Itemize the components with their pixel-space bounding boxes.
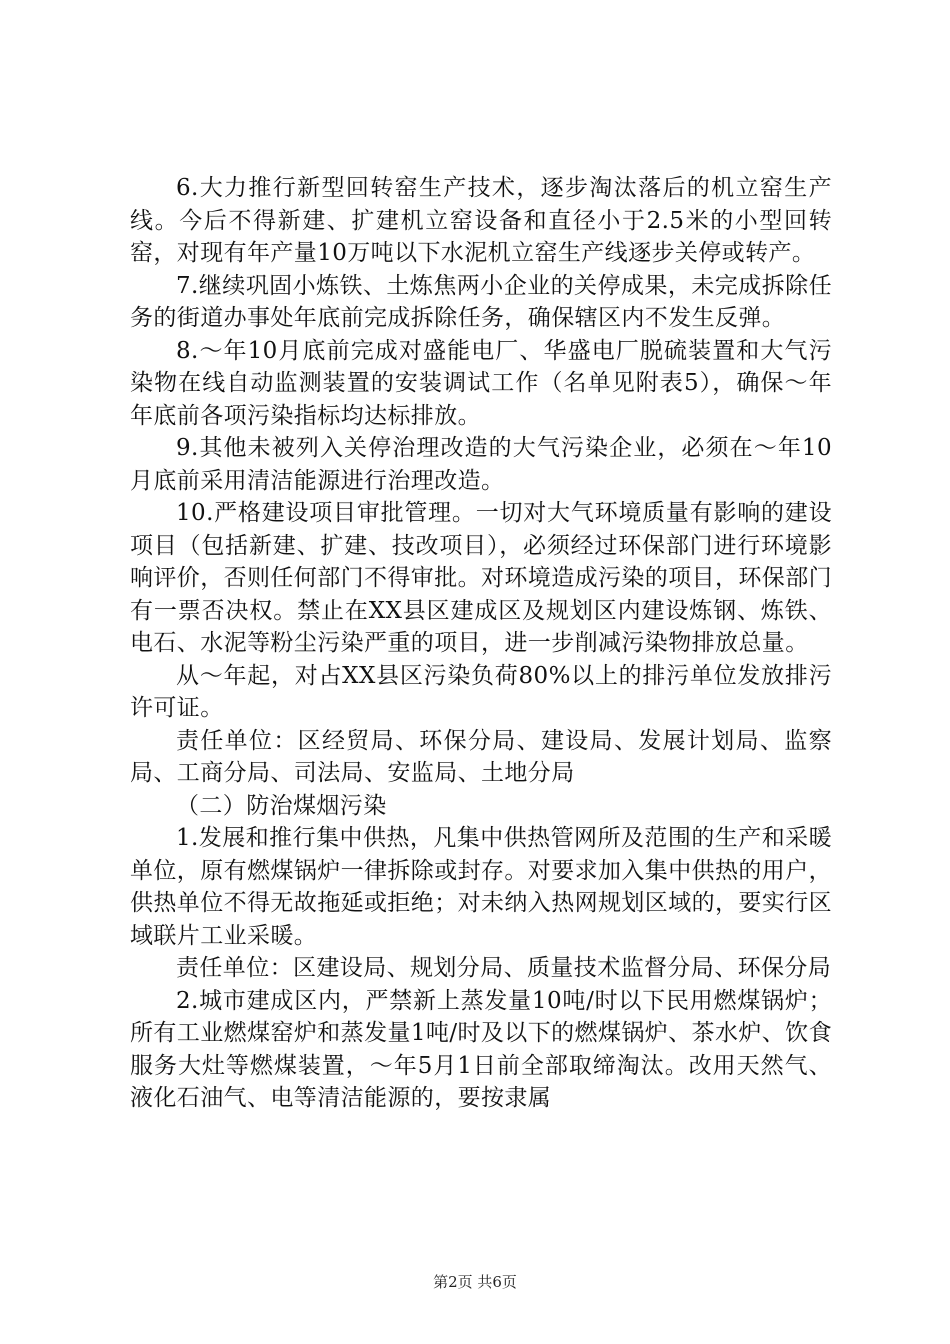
paragraph-responsible-units-1: 责任单位：区经贸局、环保分局、建设局、发展计划局、监察局、工商分局、司法局、安监局、土地分局 [130,727,832,786]
document-body [130,172,832,1115]
paragraph-item-7: 7.继续巩固小炼铁、土炼焦两小企业的关停成果，未完成拆除任务的街道办事处年底前完成拆除任务，确保辖区内不发生反弹。 [130,272,832,331]
paragraph-item-8: 8.～年10月底前完成对盛能电厂、华盛电厂脱硫装置和大气污染物在线自动监测装置的安装调试工作（名单见附表5），确保～年年底前各项污染指标均达标排放。 [130,337,832,429]
paragraph-item-6: 6.大力推行新型回转窑生产技术，逐步淘汰落后的机立窑生产线。今后不得新建、扩建机立窑设备和直径小于2.5米的小型回转窑，对现有年产量10万吨以下水泥机立窑生产线逐步关停或转产。 [130,175,832,266]
page-number-footer: 第2页 共6页 [433,1273,517,1291]
paragraph-item-1: 1.发展和推行集中供热，凡集中供热管网所及范围的生产和采暖单位，原有燃煤锅炉一律拆除或封存。对要求加入集中供热的用户，供热单位不得无故拖延或拒绝；对未纳入热网规划区域的，要实行区域联片工业采暖。 [130,825,832,949]
section-heading-coal-smoke: （二）防治煤烟污染 [176,792,387,819]
paragraph-item-9: 9.其他未被列入关停治理改造的大气污染企业，必须在～年10月底前采用清洁能源进行治理改造。 [130,435,832,494]
paragraph-responsible-units-2: 责任单位：区建设局、规划分局、质量技术监督分局、环保分局 [176,955,832,981]
paragraph-item-2: 2.城市建成区内，严禁新上蒸发量10吨/时以下民用燃煤锅炉；所有工业燃煤窑炉和蒸发量1吨/时及以下的燃煤锅炉、茶水炉、饮食服务大灶等燃煤装置，～年5月1日前全部取缔淘汰。改用天然气、液化石油气、电等清洁能源的，要按隶属 [130,987,832,1111]
paragraph-item-10: 10.严格建设项目审批管理。一切对大气环境质量有影响的建设项目（包括新建、扩建、技改项目），必须经过环保部门进行环境影响评价，否则任何部门不得审批。对环境造成污染的项目，环保部门有一票否决权。禁止在XX县区建成区及规划区内建设炼钢、炼铁、电石、水泥等粉尘污染严重的项目，进一步削减污染物排放总量。 [130,500,832,656]
paragraph-permit: 从～年起，对占XX县区污染负荷80%以上的排污单位发放排污许可证。 [130,662,832,721]
